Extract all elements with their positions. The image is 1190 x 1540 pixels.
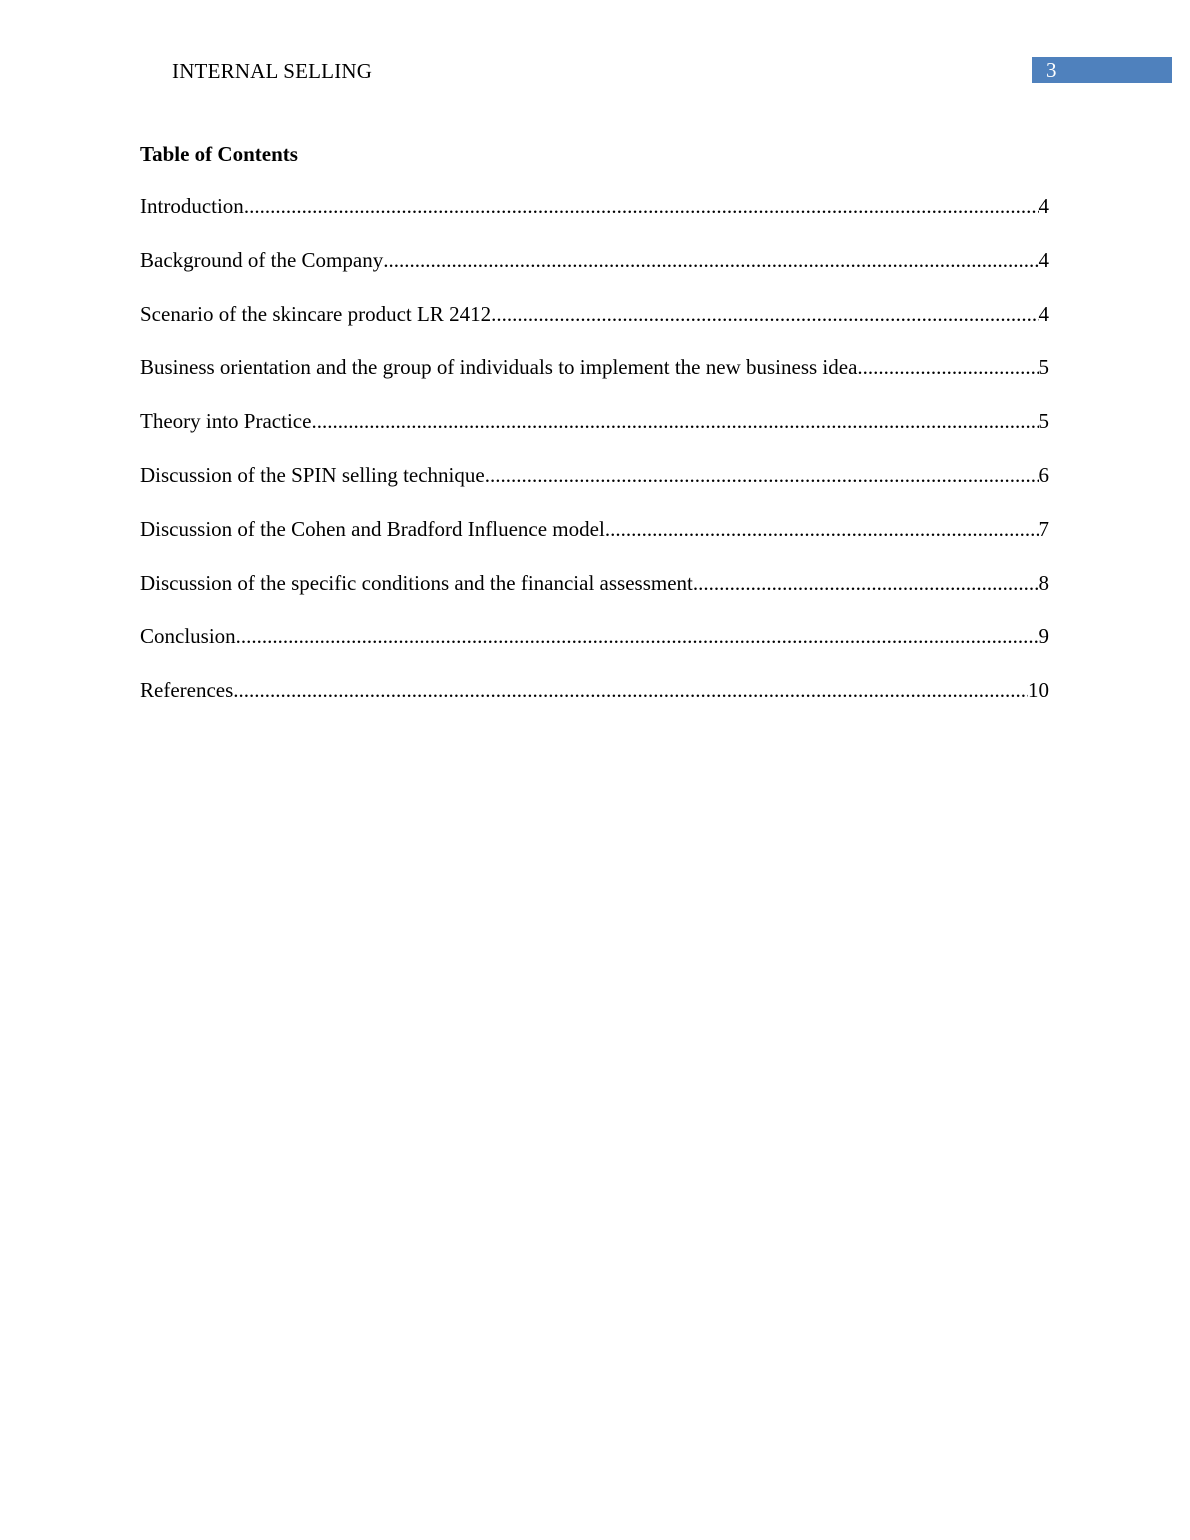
toc-entry-label: References	[140, 678, 234, 703]
toc-entry-label: Scenario of the skincare product LR 2412	[140, 301, 492, 326]
toc-entry-specific-conditions[interactable]	[140, 568, 1049, 598]
toc-entry-label: Discussion of the SPIN selling technique	[140, 462, 485, 487]
toc-list	[140, 191, 1049, 705]
toc-entry-page: 10	[1028, 678, 1049, 703]
toc-dot-leader	[233, 675, 1028, 705]
toc-entry-label: Theory into Practice	[140, 409, 312, 434]
toc-dot-leader	[605, 514, 1039, 544]
toc-entry-page: 4	[1038, 194, 1049, 218]
toc-dot-leader	[491, 299, 1038, 329]
toc-title: Table of Contents	[140, 142, 298, 166]
toc-entry-references[interactable]	[140, 675, 1049, 705]
toc-dot-leader	[857, 352, 1038, 382]
toc-entry-introduction[interactable]	[140, 191, 1049, 221]
toc-entry-page: 5	[1038, 355, 1049, 380]
toc-entry-label: Business orientation and the group of individuals to implement the new business idea	[140, 355, 858, 380]
toc-entry-conclusion[interactable]	[140, 621, 1049, 651]
toc-entry-theory-into-practice[interactable]	[140, 406, 1049, 436]
toc-entry-label: Background of the Company	[140, 247, 384, 272]
toc-entry-spin-selling[interactable]	[140, 460, 1049, 490]
toc-entry-cohen-bradford[interactable]	[140, 514, 1049, 544]
table-of-contents	[140, 139, 1049, 729]
toc-entry-label: Discussion of the specific conditions and the financial assessment	[140, 570, 693, 595]
page-number-box	[1032, 57, 1172, 83]
toc-entry-page: 4	[1038, 247, 1049, 272]
toc-entry-page: 4	[1038, 301, 1049, 326]
toc-dot-leader	[244, 191, 1039, 221]
toc-entry-page: 5	[1038, 409, 1049, 434]
toc-entry-page: 9	[1038, 624, 1049, 649]
toc-entry-business-orientation[interactable]	[140, 352, 1049, 382]
running-head: INTERNAL SELLING	[172, 59, 373, 83]
toc-entry-page: 7	[1038, 516, 1049, 541]
toc-dot-leader	[693, 568, 1039, 598]
toc-dot-leader	[383, 245, 1038, 275]
toc-entry-label: Conclusion	[140, 624, 236, 649]
toc-entry-scenario[interactable]	[140, 299, 1049, 329]
toc-dot-leader	[311, 406, 1038, 436]
toc-entry-background[interactable]	[140, 245, 1049, 275]
toc-entry-page: 6	[1038, 462, 1049, 487]
toc-entry-label: Discussion of the Cohen and Bradford Influence model	[140, 516, 605, 541]
toc-dot-leader	[485, 460, 1039, 490]
page-number: 3	[1046, 58, 1057, 82]
toc-dot-leader	[236, 621, 1039, 651]
toc-entry-label: Introduction	[140, 194, 244, 218]
toc-entry-page: 8	[1038, 570, 1049, 595]
